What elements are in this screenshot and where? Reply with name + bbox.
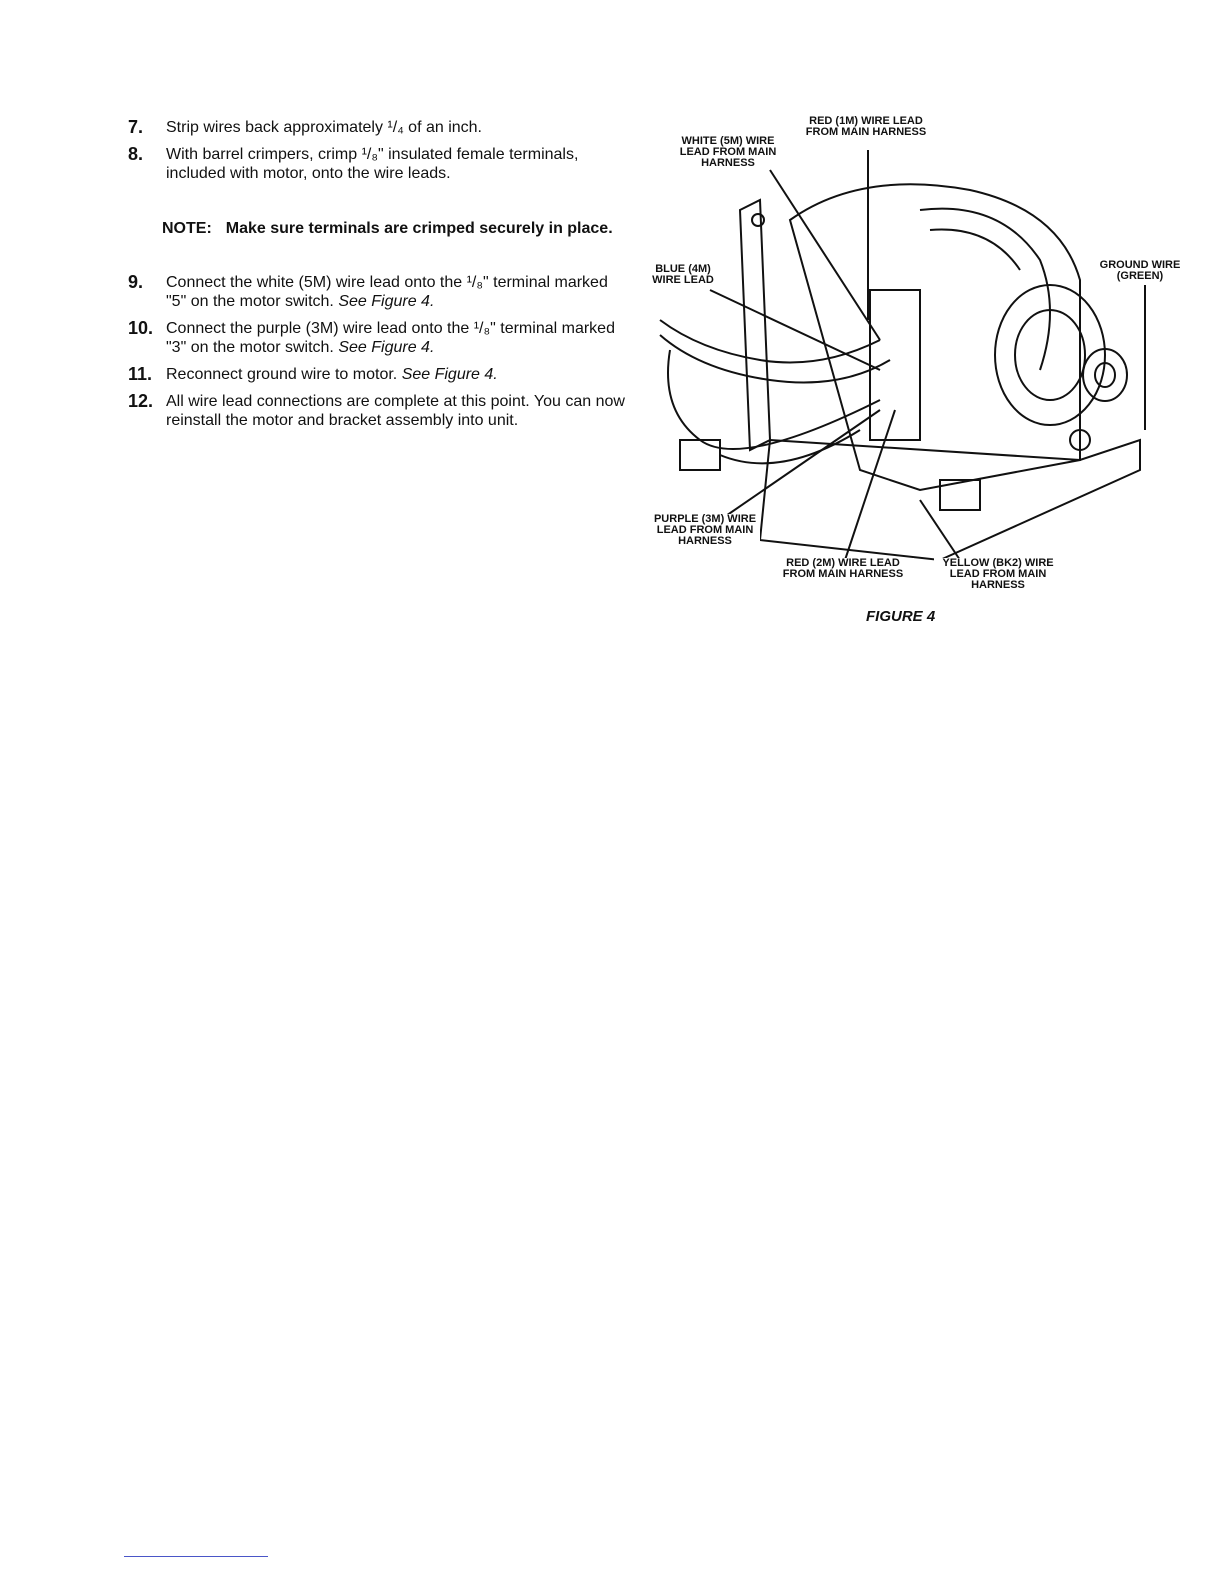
step-number: 9. (128, 272, 144, 292)
step-text (166, 365, 628, 384)
step-text (166, 319, 628, 357)
note-text: Make sure terminals are crimped securely in place. (225, 220, 613, 237)
step-text: All wire lead connections are complete at this point. You can now reinstall the motor and bracket assembly into unit. (166, 393, 625, 429)
step-8 (128, 145, 628, 183)
leader-purple-3m (720, 410, 880, 520)
leader-white-5m (770, 170, 880, 340)
callout-yellow-bk2: YELLOW (BK2) WIRE LEAD FROM MAIN HARNESS (934, 558, 1062, 591)
step-text: Strip wires back approximately ¹/₄ of an inch. (166, 119, 482, 136)
step-12 (128, 392, 628, 430)
step-number: 7. (128, 117, 144, 137)
bracket-plate (740, 200, 770, 450)
note-block (162, 219, 628, 239)
step-text (166, 273, 628, 311)
step-body: Connect the purple (3M) wire lead onto the ¹/₈" terminal marked "3" on the motor switch. (166, 320, 615, 356)
base-frame (760, 440, 1140, 560)
step-10 (128, 319, 628, 357)
step-number: 12. (128, 391, 154, 411)
note-label: NOTE: (162, 220, 212, 237)
bracket-hole (752, 214, 764, 226)
instruction-steps (128, 118, 628, 438)
step-body: Reconnect ground wire to motor. (166, 366, 398, 383)
step-9 (128, 273, 628, 311)
step-text: With barrel crimpers, crimp ¹/₈" insulated female terminals, included with motor, onto the wire leads. (166, 146, 579, 182)
callout-ground: GROUND WIRE (GREEN) (1092, 260, 1188, 282)
callout-white-5m: WHITE (5M) WIRE LEAD FROM MAIN HARNESS (668, 136, 788, 169)
figure-ref: See Figure 4. (338, 293, 435, 310)
step-number: 11. (128, 364, 153, 384)
step-number: 8. (128, 144, 144, 164)
step-number: 10. (128, 318, 154, 338)
figure-ref: See Figure 4. (401, 366, 498, 383)
harness-wire-3 (668, 350, 880, 449)
step-7 (128, 118, 628, 137)
figure-ref: See Figure 4. (338, 339, 435, 356)
callout-red-1m: RED (1M) WIRE LEAD FROM MAIN HARNESS (800, 116, 932, 138)
footnote-rule (124, 1556, 268, 1557)
motor-switch (870, 290, 920, 440)
callout-red-2m: RED (2M) WIRE LEAD FROM MAIN HARNESS (772, 558, 914, 580)
figure-4-motor-diagram (640, 110, 1188, 630)
callout-blue-4m: BLUE (4M) WIRE LEAD (650, 264, 716, 286)
motor-winding-2 (930, 230, 1020, 271)
step-11 (128, 365, 628, 384)
harness-wire-4 (720, 430, 860, 463)
callout-purple-3m: PURPLE (3M) WIRE LEAD FROM MAIN HARNESS (650, 514, 760, 547)
step-body: Connect the white (5M) wire lead onto the ¹/₈" terminal marked "5" on the motor switch. (166, 274, 608, 310)
harness-connector (680, 440, 720, 470)
figure-caption: FIGURE 4 (866, 608, 936, 625)
